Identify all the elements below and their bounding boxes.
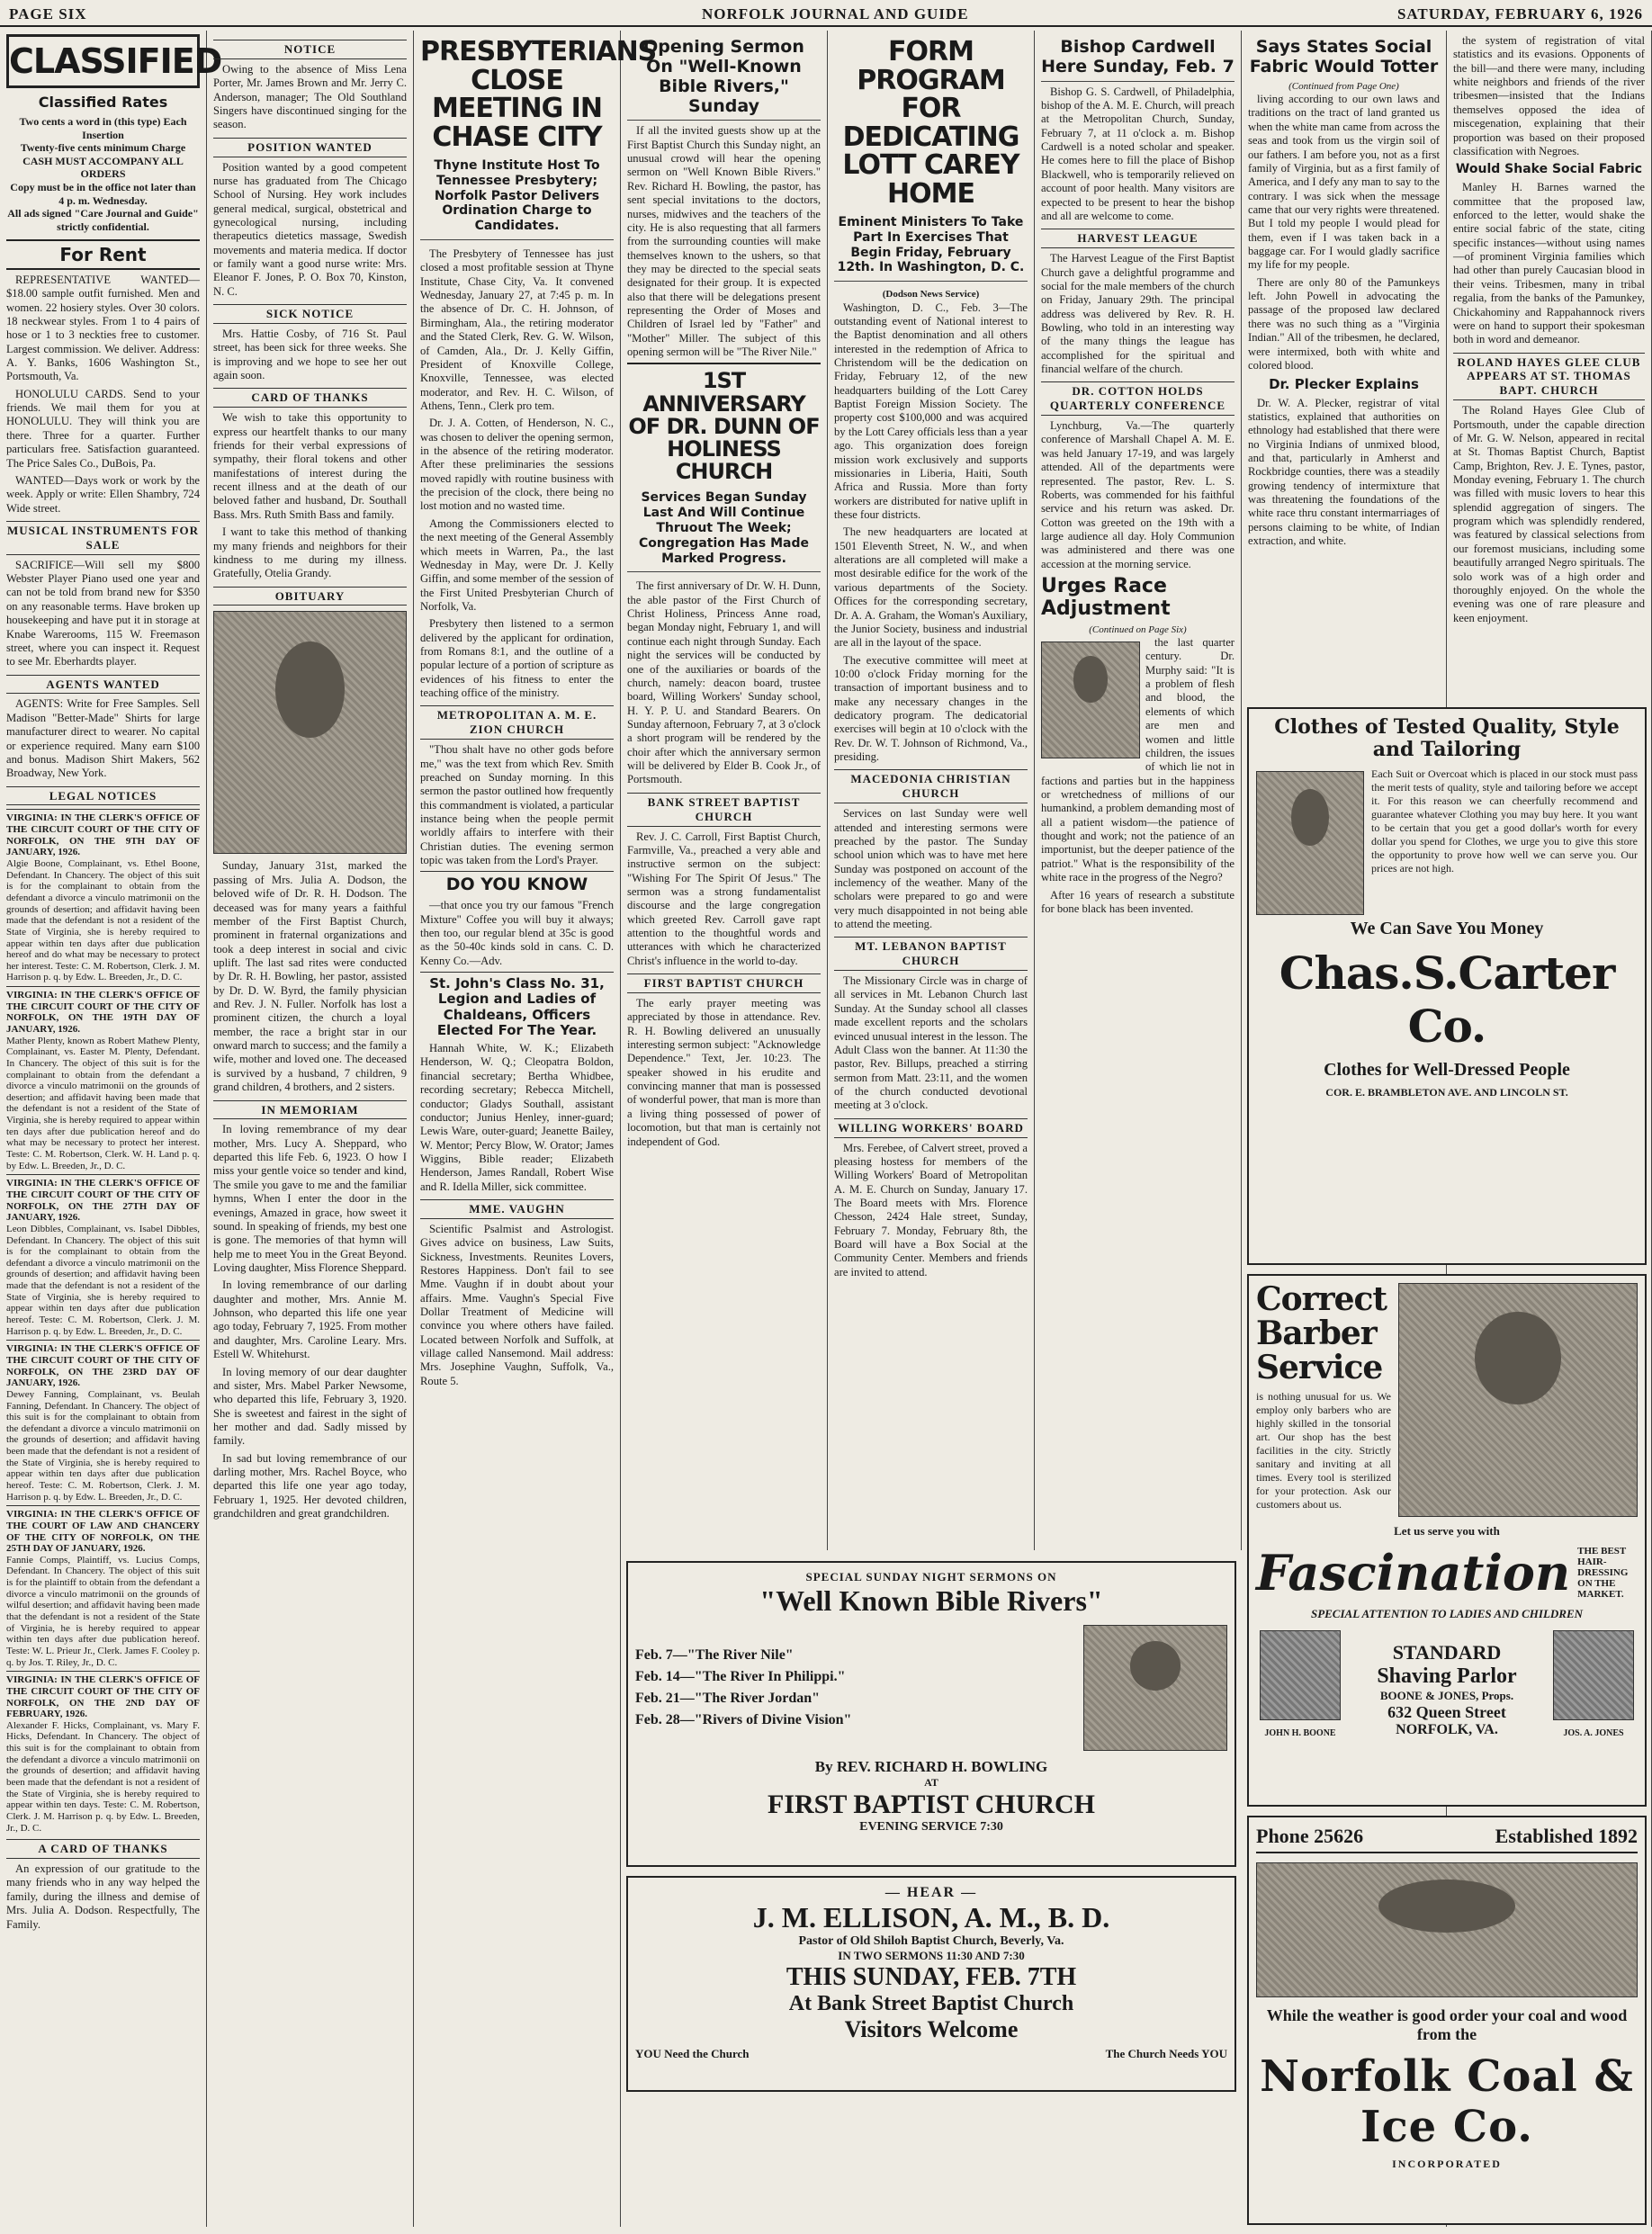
ad-line: Visitors Welcome: [844, 2016, 1019, 2042]
article-paragraph: Hannah White, W. K.; Elizabeth Henderson, W. Q.; Cleopatra Boldon, financial secretary; Bertha Whidbee, recording secretary; Rebecca Mitchell, conductor; Gladys Southall, assistant conductor; Junius Henley, inner-guard; Lewis Ware, outer-guard; Jeanette Bailey, W. Mentor; Percy Blow, W. Orator; James Wiggins, Bible reader; Elizabeth Henderson, James Randall, Robert Wise and R. Idella Miller, sick committee.: [420, 1042, 614, 1193]
ad-headline: Clothes of Tested Quality, Style and Tailoring: [1274, 715, 1620, 762]
section-heading: MACEDONIA CHRISTIAN CHURCH: [834, 769, 1028, 803]
ad-headline: J. M. ELLISON, A. M., B. D.: [752, 1901, 1110, 1933]
notice-text: Owing to the absence of Miss Lena Porter, Mr. James Brown and Mr. Jerry C. Anderson, manager; The Old Southland Singers have discontinued singing for the season.: [213, 62, 407, 131]
ad-body: is nothing unusual for us. We employ only barbers who are highly skilled in the tonsorial art. Our shop has the best facilities in the city. Strictly sanitary and inviting at all times. Every tool is sterilized for your protection. Ask our customers about us.: [1256, 1390, 1391, 1512]
notice-text: I want to take this method of thanking my many friends and neighbors for their kindness to me during my illness. Gratefully, Otelia Grandy.: [213, 525, 407, 580]
ad-illustration: [1256, 771, 1364, 915]
ad-line: — HEAR —: [884, 1885, 978, 1900]
ad-line: By REV. RICHARD H. BOWLING: [814, 1758, 1048, 1775]
advertisement-text: —that once you try our famous "French Mixture" Coffee you will buy it always; then too, our regular blend at 35c is good as the 50-40c kinds sold in cans. C. D. Kenny Co.—Adv.: [420, 899, 614, 967]
classified-ad: HONOLULU CARDS. Send to your friends. We mail them for you at HONOLULU. They will think you are there. Three for a quarter. Further particulars free. Satisfaction guaranteed. The Price Sales Co., DuBois, Pa.: [6, 387, 200, 470]
portrait-photo: [1041, 641, 1140, 758]
presbyterians-column: [414, 31, 657, 2227]
article-paragraph: The new headquarters are located at 1501 Eleventh Street, N. W., and when alterations are all completed will make a most desirable edifice for the work of the various departments of the Society. Offices for the corresponding secretary, Dr. A. A. Graham, the Woman's Auxiliary, the Junior Society, business and industrial are all in the layout of the space.: [834, 525, 1028, 650]
ad-line: Let us serve you with: [1394, 1524, 1500, 1538]
memoriam-text: In loving memory of our dear daughter and sister, Mrs. Mabel Parker Newsome, who departed this life, February 3, 1920. She is sweetest and fairest in the sight of her mother and dad. Sadly missed by family.: [213, 1365, 407, 1448]
section-heading: SICK NOTICE: [213, 304, 407, 324]
ad-footer-left: YOU Need the Church: [635, 2047, 750, 2060]
proprietor-photo: [1260, 1630, 1341, 1720]
article-paragraph: the last quarter century. Dr. Murphy said: "It is a problem of flesh and blood, the elements of which are men and women and little children, the issues of which lie not in factions and parties but in the happiness or wretchedness of millions of our humankind, a problem demanding most of all a patient wisdom—the patience of thought and work; not the patience of an importunist, but the deeper patience of the patriot." What is the responsibility of the white race in the progress of the Negro?: [1041, 636, 1235, 884]
obituary-photo: [213, 611, 407, 854]
ad-line: NORFOLK, VA.: [1396, 1722, 1498, 1737]
barber-illustration: [1398, 1283, 1638, 1517]
classified-title: CLASSIFIED: [6, 34, 200, 88]
ad-incorporated: INCORPORATED: [1392, 2158, 1502, 2170]
church-illustration: [1083, 1625, 1227, 1751]
article-paragraph: Dr. W. A. Plecker, registrar of vital statistics, explained that authorities on ethnology had established that there were no Virginia Indians of unmixed blood, and that, particularly in Amherst and Rockbridge counties, there was a steadily growing tendency of intermixture that was threatening the foundations of the white race thru constant intermarriages of persons claiming to be white, of Indian extraction, and white.: [1248, 396, 1440, 548]
ad-line: STANDARD: [1392, 1641, 1502, 1664]
coal-truck-illustration: [1256, 1862, 1638, 1997]
section-heading: Dr. Plecker Explains: [1269, 376, 1419, 393]
article-deck: Eminent Ministers To Take Part In Exercises That Begin Friday, February 12th. In Washington, D. C.: [834, 215, 1028, 282]
ad-line: Shaving Parlor: [1377, 1664, 1517, 1688]
section-heading: METROPOLITAN A. M. E. ZION CHURCH: [420, 705, 614, 740]
article-paragraph: The Roland Hayes Glee Club of Portsmouth, under the capable direction of Mr. G. W. Nelson, appeared in recital at St. Thomas Baptist Church, Baptist Camp, Brighton, Rev. J. E. Tynes, pastor, Monday evening, February 1. The church was filled with music lovers to hear this splendid aggregation of singers. The program which was splendidly rendered, was featured by classical selections from our foremost musicians, including some beautifully arranged Negro spirituals. The solo work was of a high order and thoroughly enjoyed. On the whole the evening was one of rare pleasure and keen enjoyment.: [1453, 404, 1645, 624]
ellison-sermon-ad: [626, 1876, 1236, 2092]
article-paragraph: the system of registration of vital statistics and its evasions. Opponents of the bill—and there were many, including white neighbors and friends of the river tribesmen—insisted that the Indians themselves opposed the idea of miscegenation, explaining that their proportion was based on their proposed classification with Negroes.: [1453, 34, 1645, 157]
section-heading: MME. VAUGHN: [420, 1199, 614, 1219]
ad-phone: Phone 25626: [1256, 1825, 1364, 1847]
ad-line: Pastor of Old Shiloh Baptist Church, Beverly, Va.: [798, 1934, 1064, 1948]
masthead: [0, 0, 1652, 27]
notices-column: [207, 31, 414, 2227]
section-heading: AGENTS WANTED: [6, 675, 200, 695]
article-paragraph: Bishop G. S. Cardwell, of Philadelphia, bishop of the A. M. E. Church, will preach at the Metropolitan Church, Sunday, February 7, at 11 o'clock a. m. Bishop Cardwell is a noted scholar and speaker. He comes here to fill the place of Bishop Blackwell, who is temporarily relieved on account of poor health. Many visitors are expected to be present to hear the bishop and all are welcome to come.: [1041, 81, 1235, 224]
ad-body: Each Suit or Overcoat which is placed in our stock must pass the merit tests of quality, style and tailoring before we accept it. For this reason we can cheerfully recommend and guarantee whatever Clothing you may buy here. It you want to be certain that you get a good dollar's worth for every dollar you spend for Clothes, we urge you to give this store the opportunity to prove how well we can serve you. Our prices are not high.: [1371, 767, 1638, 875]
ad-line: At Bank Street Baptist Church: [788, 1992, 1074, 2015]
article-paragraph: There are only 80 of the Pamunkeys left. John Powell in advocating the passage of the proposed law declared there was no such thing as a "Virginia Indian." All of the tribesmen, he declared, were intermixed, both with white and colored blood.: [1248, 275, 1440, 372]
classified-rates-heading: Classified Rates: [38, 94, 168, 112]
classified-ad: WANTED—Days work or work by the week. Apply or write: Ellen Shambry, 724 Wide street.: [6, 473, 200, 515]
ad-established: Established 1892: [1495, 1825, 1638, 1847]
minimum-charge: Twenty-five cents minimum Charge: [20, 141, 186, 155]
ad-church-name: FIRST BAPTIST CHURCH: [768, 1790, 1095, 1819]
lott-carey-column: [828, 31, 1035, 1550]
article-paragraph: living according to our own laws and traditions on the tract of land granted us when the white man came from across the seas and took from us the virgin soil of our fathers. I am before you, not as a first family of Virginia, but as a first family of America, and I defy any man to say to the contrary. I was sick when the message came that our very rights were threatened. But I told my people I would plead for them, even if I was taken back in a baggage car. For I would gladly sacrifice my life for my people.: [1248, 93, 1440, 272]
section-heading: Would Shake Social Fabric: [1455, 162, 1643, 177]
section-heading: St. John's Class No. 31, Legion and Ladies of Chaldeans, Officers Elected For The Year.: [420, 972, 614, 1038]
article-paragraph: Lynchburg, Va.—The quarterly conference of Marshall Chapel A. M. E. was held January 17-19, and was largely attended. All of the departments were represented. The pastor, Rev. L. S. Roberts, was commended for his faithful service and his return was asked. Dr. Cotton was greeted on the 19th with a large audience all day. Holy Communion was administered and there was one accession at the morning service.: [1041, 419, 1235, 570]
sermon-date: Feb. 28—"Rivers of Divine Vision": [635, 1712, 852, 1727]
memoriam-text: In loving remembrance of my dear mother, Mrs. Lucy A. Sheppard, who departed this life Feb. 6, 1923. O how I miss your gentle voice so tender and kind, The smile you gave to me and the familiar hymns, When I enter the door in the evenings, Amazed in grace, how sweet it sound. In speaking of friends, my best one is gone. The memories of that hymn will help me to meet You in the Great Beyond. Loving daughter, Miss Florence Sheppard.: [213, 1123, 407, 1274]
proprietor-name: JOHN H. BOONE: [1264, 1728, 1336, 1738]
newspaper-name: NORFOLK JOURNAL AND GUIDE: [702, 5, 969, 22]
ad-line: THE BEST HAIR-DRESSING ON THE MARKET.: [1577, 1546, 1629, 1600]
section-heading: OBITUARY: [213, 587, 407, 606]
ad-headline: Correct Barber Service: [1256, 1280, 1387, 1386]
obituary-text: Sunday, January 31st, marked the passing of Mrs. Julia A. Dodson, the beloved wife of Dr. R. H. Dodson. The deceased was for many years a faithful member of the First Baptist Church, prominent in fraternal organizations and took a deep interest in social and civic uplift. The last sad rites were conducted by Dr. R. H. Bowling, her pastor, assisted by Dr. D. W. Byrd, the family physician and Rev. J. N. Fuller. Norfolk has lost a prominent citizen, the church a loyal member, the race a bright star in our onward march to success; and the family a wife, mother and loved one. The deceased is survived by a husband, 7 children, 9 grand children, 4 brothers, and 2 sisters.: [213, 859, 407, 1094]
article-paragraph: The early prayer meeting was appreciated by those in attendance. Rev. R. H. Bowling delivered an unusually interesting sermon subject: "Acknowledge Dependence." Text, Jer. 10:23. The speaker showed in his erudite and convincing manner that man is possessed of wonderful power, that man is more than a living thing possessed of power of locomotion, but that man is certainly not independent of God.: [627, 996, 821, 1148]
article-paragraph: The Harvest League of the First Baptist Church gave a delightful programme and social for the male members of the church on Friday, January 29th. The principal address was delivered by Rev. R. H. Bowling, who told in an interesting way of the many things the league has accomplished for the spiritual and financial welfare of the church.: [1041, 252, 1235, 376]
coal-company-name: Norfolk Coal & Ice Co.: [1260, 2051, 1634, 2152]
sermon-date: Feb. 7—"The River Nile": [635, 1647, 794, 1663]
article-paragraph: Services on last Sunday were well attended and interesting sermons were preached by the pastor. The Sunday school union which was to have met here Sunday was postponed on account of the inclemency of the weather. Many of the scholars were prepared to go and were very much disappointed in not being able to attend the meeting.: [834, 807, 1028, 931]
section-heading: FIRST BAPTIST CHURCH: [627, 973, 821, 993]
article-paragraph: The Missionary Circle was in charge of all services in Mt. Lebanon Church last Sunday. At the Sunday school all classes made excellent reports and the scholars evinced unusual interest in the lesson. The Adult Class won the banner. At 11:30 the pastor, Rev. Billups, preached a stirring sermon from Matt. 23:11, and the women of the church conducted devotional meeting at 3 o'clock.: [834, 974, 1028, 1112]
section-heading: DO YOU KNOW: [420, 871, 614, 895]
continued-note: (Continued on Page Six): [1089, 624, 1187, 635]
legal-notice: VIRGINIA: IN THE CLERK'S OFFICE OF THE CIRCUIT COURT OF THE CITY OF NORFOLK, ON THE 27TH DAY OF JANUARY, 1926. Leon Dibbles, Complainant, vs. Isabel Dibbles, Defendant. In Chancery. The object of this suit is for the complainant to obtain from the defendant a divorce a vinculo matrimonii on the grounds of desertion; and affidavit having been made that the defendant is not a resident of the State of Virginia, she is hereby required to appear within ten days after due publication hereof. Teste: C. M. Robertson, Clerk. J. M. Harrison p. q. by Edw. L. Breeden, Jr., D. C.: [6, 1174, 200, 1337]
card-of-thanks: An expression of our gratitude to the many friends who in any way helped the family, during the illness and demise of Mrs. Julia A. Dodson. Respectfully, The Family.: [6, 1862, 200, 1931]
article-paragraph: "Thou shalt have no other gods before me," was the text from which Rev. Smith preached on Sunday morning. In this sermon the pastor outlined how frequently this commandment is violated, a particular instance being when the people permit worldly affairs to interfere with their Christian duties. The evening sermon topic was taken from the Lord's Prayer.: [420, 743, 614, 867]
sermon-column: [621, 31, 828, 1550]
legal-notice: VIRGINIA: IN THE CLERK'S OFFICE OF THE COURT OF LAW AND CHANCERY OF THE CITY OF NORFOLK, ON THE 25TH DAY OF JANUARY, 1926. Fannie Comps, Plaintiff, vs. Lucius Comps, Defendant. In Chancery. The object of this suit is for the plaintiff to obtain from the defendant a divorce a vinculo matrimonii on the grounds of wilful desertion; and affidavit having been made that the defendant is not a resident of the State of Virginia, he is hereby required to appear within ten days after due publication hereof. Teste: W. L. Prieur Jr., Clerk. James F. Cooley p. q. by Jos. T. Riley, Jr., D. C.: [6, 1505, 200, 1668]
ad-line: AT: [924, 1776, 938, 1789]
ad-line: SPECIAL ATTENTION TO LADIES AND CHILDREN: [1310, 1607, 1584, 1620]
ad-line: THIS SUNDAY, FEB. 7TH: [786, 1963, 1077, 1991]
ad-line: SPECIAL SUNDAY NIGHT SERMONS ON: [805, 1570, 1057, 1584]
ad-line: 632 Queen Street: [1387, 1703, 1506, 1721]
notice-text: Position wanted by a good competent nurse has graduated from The Chicago School of Nursing. Hey work includes general medical, surgical, obstetrical and gynecological nursing, including therapeutics dietetics massage, Swedish movements and materia medica. If doctor or family want a good nurse write: Mrs. Eleanor F. Jones, P. O. Box 70, Kinston, N. C.: [213, 160, 407, 298]
ad-headline: "Well Known Bible Rivers": [759, 1584, 1103, 1617]
notice-text: Mrs. Hattie Cosby, of 716 St. Paul street, has been sick for three weeks. She is improving and we hope to see her out again soon.: [213, 327, 407, 382]
page-number: PAGE SIX: [9, 5, 87, 22]
article-paragraph: If all the invited guests show up at the First Baptist Church this Sunday night, an unusual crowd will hear the opening sermon on "Well Known Bible Rivers." Rev. Richard H. Bowling, the pastor, has sent special invitations to the doctors, nurses, midwives and the teachers of the city. He is also requesting that all farmers from the surrounding counties will make themselves known to the ushers, so that they may be directed to the special seats designated for their group. It is expected also that there will be delegations present representing the Order of Moses and Children of Israel led by "Father" and "Mother" Miller. The subject of this opening sermon will be "The River Nile.": [627, 120, 821, 359]
article-headline: Says States Social Fabric Would Totter: [1249, 37, 1439, 76]
legal-notice: VIRGINIA: IN THE CLERK'S OFFICE OF THE CIRCUIT COURT OF THE CITY OF NORFOLK, ON THE 23RD DAY OF JANUARY, 1926. Dewey Fanning, Complainant, vs. Beulah Fanning, Defendant. In Chancery. The object of this suit is for the complainant to obtain from the defendant a divorce a vinculo matrimonii on the grounds of desertion; and affidavit having been made that the defendant is not a resident of the State of Virginia, she is hereby required to appear within ten days after due publication hereof. Teste: C. M. Robertson, Clerk. J. M. Harrison p. q. by Edw. L. Breeden, Jr., D. C.: [6, 1340, 200, 1503]
copy-deadline: Copy must be in the office not later than 4 p. m. Wednesday.: [10, 181, 196, 207]
classified-ad: SACRIFICE—Will sell my $800 Webster Player Piano used one year and can not be told from brand new for $350 on any reasonable terms. Have broken up housekeeping and have put it in storage at Knabe Warerooms, 115 W. Freemason street, where you can inspect it. Request to see Mr. Eberhardts player.: [6, 558, 200, 668]
article-paragraph: Dr. J. A. Cotten, of Henderson, N. C., was chosen to deliver the opening sermon, in the absence of the retiring moderator. After these preliminaries the sessions moved rapidly with routine business with the precision of the clock, there being no lost motion and no wasted time.: [420, 417, 614, 513]
ad-address: COR. E. BRAMBLETON AVE. AND LINCOLN ST.: [1325, 1085, 1568, 1099]
section-heading: A CARD OF THANKS: [6, 1839, 200, 1859]
section-heading: MT. LEBANON BAPTIST CHURCH: [834, 937, 1028, 971]
legal-notice: VIRGINIA: IN THE CLERK'S OFFICE OF THE CIRCUIT COURT OF THE CITY OF NORFOLK, ON THE 9TH DAY OF JANUARY, 1926. Algie Boone, Complainant, vs. Ethel Boone, Defendant. In Chancery. The object of this suit is for the complainant to obtain from the defendant a divorce a vinculo matrimonii on the grounds of desertion; and affidavit having been made that the defendant is not a resident of the State of Virginia, she is hereby required to appear within ten days after due publication hereof and do what may be necessary to protect her interest. Teste: C. M. Robertson, Clerk. J. M. Harrison p. q. by Edw. L. Breeden, Jr., D. C.: [6, 809, 200, 983]
section-heading: MUSICAL INSTRUMENTS FOR SALE: [6, 521, 200, 555]
issue-date: SATURDAY, FEBRUARY 6, 1926: [1396, 5, 1643, 22]
legal-notice: VIRGINIA: IN THE CLERK'S OFFICE OF THE CIRCUIT COURT OF THE CITY OF NORFOLK, ON THE 19TH DAY OF JANUARY, 1926. Mather Plenty, known as Robert Mathew Plenty, Complainant, vs. Easter M. Plenty, Defendant. In Chancery. The object of this suit is for the complainant to obtain from the defendant a divorce a vinculo matrimonii on the grounds of desertion; and affidavit having been made that the defendant is not a resident of the State of Virginia, she is hereby required to appear within ten days after due publication hereof and do what may be necessary to protect her interest. Teste: C. M. Robertson, Clerk. W. H. Land p. q. by Edw. L. Breeden, Jr., D. C.: [6, 986, 200, 1171]
article-headline: Bishop Cardwell Here Sunday, Feb. 7: [1041, 37, 1235, 76]
section-heading: WILLING WORKERS' BOARD: [834, 1118, 1028, 1138]
article-paragraph: The first anniversary of Dr. W. H. Dunn, the able pastor of the First Church of Christ Holiness, Princess Anne road, began Monday night, February 1, and will continue each night through Sunday. Each night the services will be conducted by one of the auxiliaries or boards of the church, namely: deacon board, trustee board, Willing Workers' Sunday school, H. Y. P. U. and Standard Bearers. On Sunday afternoon, February 7, at 3 o'clock a short program will be rendered by the choir after which the anniversary sermon will be delivered by Elder B. Cook Jr., of Portsmouth.: [627, 579, 821, 786]
ad-tagline: We Can Save You Money: [1350, 918, 1544, 938]
section-heading: NOTICE: [213, 40, 407, 59]
section-heading: ROLAND HAYES GLEE CLUB APPEARS AT ST. THOMAS BAPT. CHURCH: [1453, 353, 1645, 401]
section-heading: POSITION WANTED: [213, 138, 407, 157]
article-headline: FORM PROGRAM FOR DEDICATING LOTT CAREY HOME: [842, 36, 1019, 210]
proprietor-photo: [1553, 1630, 1634, 1720]
article-paragraph: The Presbytery of Tennessee has just closed a most profitable session at Thyne Institute, Chase City, Va. It convened Wednesday, January 27, at 7:45 p. m. In the absence of Dr. C. H. Johnson, of Birmingham, Ala., the retiring moderator and the Stated Clerk, Rev. G. W. Wilson, of Camden, Ala., Dr. J. Kelly Giffin, President of Knoxville College, Knoxville, Tennessee, was elected moderator, and Rev. H. C. Wilson, of Athens, Tenn., Clerk pro tem.: [420, 247, 614, 412]
article-paragraph: Washington, D. C., Feb. 3—The outstanding event of National interest to the Baptist denomination and all others interested in the redemption of Africa to Christendom will be the dedication on Friday, February 12, of the new headquarters building of the Lott Carey Baptist Foreign Mission Society. The property cost $100,000 and was acquired by the Lott Carey officials less than a year ago. This organization does foreign mission work exclusively and supports missionaries in Liberia, Haiti, South Africa and Russia. More than forty workers are distributed for native uplift in these four districts.: [834, 301, 1028, 521]
article-paragraph: Among the Commissioners elected to the next meeting of the General Assembly which meets in Warren, Pa., the last Wednesday in May, were Dr. J. Kelly Giffin, and some member of the session of the First United Presbyterian Church of Norfolk, Va.: [420, 516, 614, 613]
classified-column: [0, 31, 222, 2227]
ad-tagline: While the weather is good order your coal and wood from the: [1266, 2006, 1628, 2043]
article-headline: 1ST ANNIVERSARY OF DR. DUNN OF HOLINESS CHURCH: [627, 363, 821, 483]
memoriam-text: In sad but loving remembrance of our darling mother, Mrs. Rachel Boyce, who departed this life one year ago today, February 1, 1925. Her devoted children, grandchildren and great grandchildren.: [213, 1451, 407, 1521]
news-service: (Dodson News Service): [882, 289, 980, 301]
ad-line: EVENING SERVICE 7:30: [859, 1820, 1003, 1834]
ad-line: IN TWO SERMONS 11:30 AND 7:30: [838, 1949, 1025, 1962]
section-heading: HARVEST LEAGUE: [1041, 229, 1235, 248]
article-headline: Opening Sermon On "Well-Known Bible Rivers," Sunday: [643, 37, 804, 116]
ad-company-name: Chas.S.Carter Co.: [1279, 946, 1615, 1053]
section-heading: BANK STREET BAPTIST CHURCH: [627, 793, 821, 827]
section-heading: LEGAL NOTICES: [6, 786, 200, 806]
ad-footer-right: The Church Needs YOU: [1105, 2047, 1227, 2060]
ad-subtitle: Clothes for Well-Dressed People: [1324, 1059, 1570, 1080]
article-paragraph: Rev. J. C. Carroll, First Baptist Church, Farmville, Va., preached a very able and instructive sermon on the subject: "Wishing For The Spirit Of Jesus." The sermon was a strong fundamentalist discourse and the large congregation which greeted Rev. Carroll gave rapt attention to the thoughtful words and utterances with which he characterized Christ's influence in the world to-day.: [627, 830, 821, 967]
section-heading: IN MEMORIAM: [213, 1100, 407, 1120]
section-heading: CARD OF THANKS: [213, 388, 407, 408]
article-deck: Thyne Institute Host To Tennessee Presbytery; Norfolk Pastor Delivers Ordination Charge to Candidates.: [420, 158, 614, 240]
article-paragraph: Mrs. Ferebee, of Calvert street, proved a pleasing hostess for members of the Willing Workers' Board of Metropolitan A. M. E. Church on Sunday, January 17. The Board meets with Mrs. Florence Chesson, 2424 Hale street, Sunday, February 7. Monday, February 8th, the Board will have a Box Social at the Community Center. Members and friends are invited to attend.: [834, 1141, 1028, 1278]
article-paragraph: Presbytery then listened to a sermon delivered by the applicant for ordination, from Romans 8:1, and the outline of a popular lecture of a portion of scripture as evidences of his fitness to enter the teaching office of the ministry.: [420, 617, 614, 700]
sermon-series-ad: [626, 1561, 1236, 1867]
article-deck: Services Began Sunday Last And Will Continue Thruout The Week; Congregation Has Made Marked Progress.: [627, 490, 821, 572]
section-heading: DR. COTTON HOLDS QUARTERLY CONFERENCE: [1041, 381, 1235, 416]
legal-notice: VIRGINIA: IN THE CLERK'S OFFICE OF THE CIRCUIT COURT OF THE CITY OF NORFOLK, ON THE 2ND DAY OF FEBRUARY, 1926. Alexander F. Hicks, Complainant, vs. Mary F. Hicks, Defendant. In Chancery. The object of this suit is for the complainant to obtain from the defendant a divorce a vinculo matrimonii on the grounds of desertion; and affidavit having been made that the defendant is not a resident of the State of Virginia, she is hereby required to appear within ten days. Teste: C. M. Robertson, Clerk. J. M. Harrison p. q. by Edw. L. Breeden, Jr., D. C.: [6, 1671, 200, 1834]
confidential-notice: All ads signed "Care Journal and Guide" strictly confidential.: [7, 207, 199, 233]
rate-line: Two cents a word in (this type) Each Insertion: [19, 114, 187, 141]
fascination-brand: Fascination: [1256, 1544, 1571, 1601]
sermon-date: Feb. 21—"The River Jordan": [635, 1691, 821, 1706]
bishop-column: [1035, 31, 1242, 1550]
notice-text: We wish to take this opportunity to express our heartfelt thanks to our many friends for their verbal expressions of sympathy, their floral tokens and other manifestations of interest during the recent illness and at the death of our beloved father and husband, Dr. Southall Bass. Mrs. Ruth Smith Bass and family.: [213, 411, 407, 521]
coal-ice-ad: [1247, 1816, 1647, 2225]
article-headline: Urges Race Adjustment: [1041, 575, 1171, 621]
carter-clothing-ad: [1247, 707, 1647, 1265]
ad-line: BOONE & JONES, Props.: [1379, 1689, 1514, 1702]
proprietor-name: JOS. A. JONES: [1563, 1728, 1624, 1738]
barber-ad: [1247, 1274, 1647, 1807]
sermon-date: Feb. 14—"The River In Philippi.": [635, 1669, 846, 1684]
cash-notice: CASH MUST ACCOMPANY ALL ORDERS: [22, 154, 184, 181]
article-paragraph: Manley H. Barnes warned the committee that the proposed law, enforced to the letter, would shake the entire social fabric of the state, citing specific instances—without using names—of prominent Virginia families which had other than purely Caucasian blood in their veins. Tribesmen, many in tribal regalia, from the banks of the Pamunkey, Chickahominy and Rappahannock rivers were on hand to support their spokesman both in word and demeanor.: [1453, 181, 1645, 346]
memoriam-text: In loving remembrance of our darling daughter and mother, Mrs. Annie M. Johnson, who departed this life one year ago today, February 7, 1925. From mother and daughter, Mrs. Caroline Leary. Mrs. Estell W. Whitehurst.: [213, 1278, 407, 1361]
advertisement-text: Scientific Psalmist and Astrologist. Gives advice on business, Law Suits, Sickness, Investments. Reunites Lovers, Restores Happiness. Don't fail to see Mme. Vaughn if in doubt about your affairs. Mme. Vaughn's Special Five Dollar Treatment of Medicine will convince you where others have failed. Located between Norfolk and Suffolk, at village called Nansemond. Mail address: Mrs. Josephine Vaughn, Suffolk, Va., Route 5.: [420, 1222, 614, 1387]
article-paragraph: The executive committee will meet at 10:00 o'clock Friday morning for the transaction of important business and to make any necessary changes in the dedicatory program. The dedicatorial exercises will begin at 10 o'clock with the Rev. Dr. W. T. Johnson of Richmond, Va., presiding.: [834, 653, 1028, 764]
classified-ad: REPRESENTATIVE WANTED—$18.00 sample outfit furnished. Men and women. 22 hosiery styles. Over 30 colors. 18 neckwear styles. From 1 to 4 pairs of hose or 1 to 3 neckties free to customer. Largest commission. We deliver. Address: A. Y. Banks, 1606 Washington St., Portsmouth, Va.: [6, 273, 200, 383]
classified-ad: AGENTS: Write for Free Samples. Sell Madison "Better-Made" Shirts for large manufacturer direct to wearer. No capital or experience required. Many earn $100 and bonus. Madison Shirt Makers, 562 Broadway, New York.: [6, 697, 200, 780]
for-rent-heading: For Rent: [6, 239, 200, 270]
continued-note: (Continued from Page One): [1288, 80, 1399, 92]
article-headline: PRESBYTERIANS CLOSE MEETING IN CHASE CITY: [420, 36, 657, 153]
article-paragraph: After 16 years of research a substitute for bone black has been invented.: [1041, 888, 1235, 915]
